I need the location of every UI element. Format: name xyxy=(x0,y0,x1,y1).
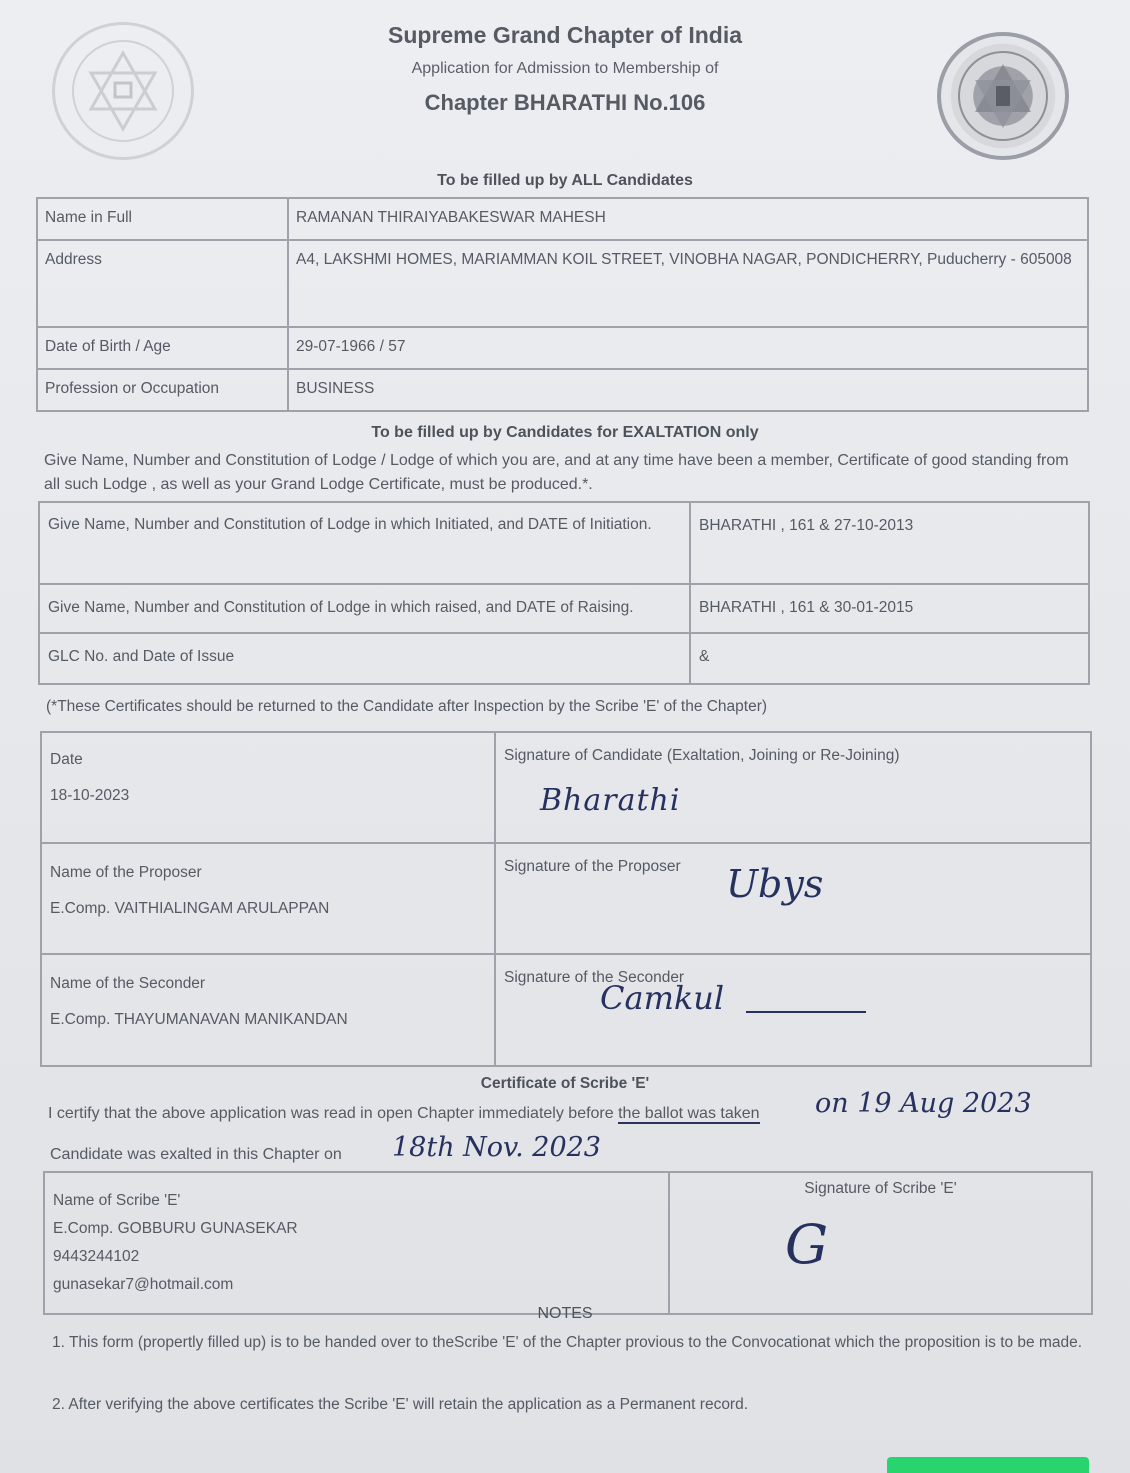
exaltation-heading: To be filled up by Candidates for EXALTATION only xyxy=(371,424,759,441)
scribe-phone: 9443244102 xyxy=(53,1248,140,1265)
certify-underlined: the ballot was taken xyxy=(618,1105,760,1122)
table-row xyxy=(37,369,1088,411)
certify-line xyxy=(48,1102,760,1126)
table-row xyxy=(37,240,1088,327)
initiated-value: BHARATHI , 161 & 27-10-2013 xyxy=(690,502,1089,584)
address-label: Address xyxy=(37,240,288,327)
seconder-name-cell xyxy=(41,954,495,1066)
name-label: Name in Full xyxy=(37,198,288,240)
scribe-name-label: Name of Scribe 'E' xyxy=(53,1192,181,1209)
name-value: RAMANAN THIRAIYABAKESWAR MAHESH xyxy=(288,198,1088,240)
candidate-signature-cell xyxy=(495,732,1091,843)
date-value: 18-10-2023 xyxy=(50,787,130,804)
green-strip xyxy=(887,1457,1089,1473)
table-row xyxy=(39,502,1089,584)
signatures-table xyxy=(40,731,1092,1067)
dob-value: 29-07-1966 / 57 xyxy=(288,327,1088,369)
raised-value: BHARATHI , 161 & 30-01-2015 xyxy=(690,584,1089,633)
exalted-date-handwritten: 18th Nov. 2023 xyxy=(392,1132,601,1163)
table-row xyxy=(41,843,1091,954)
date-cell xyxy=(41,732,495,843)
table-row xyxy=(37,327,1088,369)
signature-stroke xyxy=(746,1011,866,1013)
candidate-signature-label: Signature of Candidate (Exaltation, Joining or Re-Joining) xyxy=(504,747,900,764)
note-1: 1. This form (propertly filled up) is to be handed over to theScribe 'E' of the Chapter provious to the Convocationat which the proposition is to be made. xyxy=(52,1334,1083,1351)
certificates-footnote: (*These Certificates should be returned to the Candidate after Inspection by the Scribe 'E' of the Chapter) xyxy=(46,698,768,715)
seconder-label: Name of the Seconder xyxy=(50,975,206,992)
table-row xyxy=(39,633,1089,684)
proposer-signature: Ubys xyxy=(726,862,824,906)
proposer-signature-cell xyxy=(495,843,1091,954)
proposer-label: Name of the Proposer xyxy=(50,864,202,881)
scribe-signature: G xyxy=(785,1213,829,1276)
address-value: A4, LAKSHMI HOMES, MARIAMMAN KOIL STREET, VINOBHA NAGAR, PONDICHERRY, Puducherry - 605008 xyxy=(288,240,1088,327)
note-2: 2. After verifying the above certificates the Scribe 'E' will retain the application as a Permanent record. xyxy=(52,1396,749,1413)
page-subtitle: Application for Admission to Membership of xyxy=(411,60,719,77)
scribe-email: gunasekar7@hotmail.com xyxy=(53,1276,234,1293)
candidate-signature: Bharathi xyxy=(540,783,681,818)
dob-label: Date of Birth / Age xyxy=(37,327,288,369)
ballot-date-handwritten: on 19 Aug 2023 xyxy=(815,1088,1032,1119)
chapter-name: Chapter BHARATHI No.106 xyxy=(424,90,706,115)
exaltation-instruction: Give Name, Number and Constitution of Lodge / Lodge of which you are, and at any time have been a member, Certificate of good standing from all such Lodge , as well as your Grand Lodge Certificate, must be produced.*. xyxy=(44,452,1069,493)
page-title: Supreme Grand Chapter of India xyxy=(388,22,742,48)
table-row xyxy=(41,732,1091,843)
lodge-details-table xyxy=(38,501,1090,685)
scribe-heading: Certificate of Scribe 'E' xyxy=(480,1075,650,1092)
proposer-value: E.Comp. VAITHIALINGAM ARULAPPAN xyxy=(50,900,330,917)
date-label: Date xyxy=(50,751,83,768)
table-row xyxy=(44,1172,1092,1314)
seconder-signature-label: Signature of the Seconder xyxy=(504,969,685,986)
profession-value: BUSINESS xyxy=(288,369,1088,411)
initiated-label: Give Name, Number and Constitution of Lodge in which Initiated, and DATE of Initiation. xyxy=(39,502,690,584)
scribe-signature-cell xyxy=(669,1172,1092,1314)
profession-label: Profession or Occupation xyxy=(37,369,288,411)
seconder-signature-cell xyxy=(495,954,1091,1066)
notes-heading: NOTES xyxy=(537,1305,593,1322)
scribe-signature-label: Signature of Scribe 'E' xyxy=(804,1180,957,1197)
scribe-name-value: E.Comp. GOBBURU GUNASEKAR xyxy=(53,1220,298,1237)
proposer-signature-label: Signature of the Proposer xyxy=(504,858,681,875)
scribe-table xyxy=(43,1171,1093,1315)
table-row xyxy=(37,198,1088,240)
exalted-text: Candidate was exalted in this Chapter on xyxy=(50,1146,342,1163)
seconder-signature: Camkul xyxy=(600,979,725,1017)
all-candidates-heading: To be filled up by ALL Candidates xyxy=(437,172,693,189)
glc-value: & xyxy=(690,633,1089,684)
glc-label: GLC No. and Date of Issue xyxy=(39,633,690,684)
table-row xyxy=(41,954,1091,1066)
table-row xyxy=(39,584,1089,633)
proposer-name-cell xyxy=(41,843,495,954)
candidate-details-table xyxy=(36,197,1089,412)
scribe-details-cell xyxy=(44,1172,669,1314)
certify-text: I certify that the above application was read in open Chapter immediately before xyxy=(48,1105,614,1122)
raised-label: Give Name, Number and Constitution of Lodge in which raised, and DATE of Raising. xyxy=(39,584,690,633)
seconder-value: E.Comp. THAYUMANAVAN MANIKANDAN xyxy=(50,1011,348,1028)
